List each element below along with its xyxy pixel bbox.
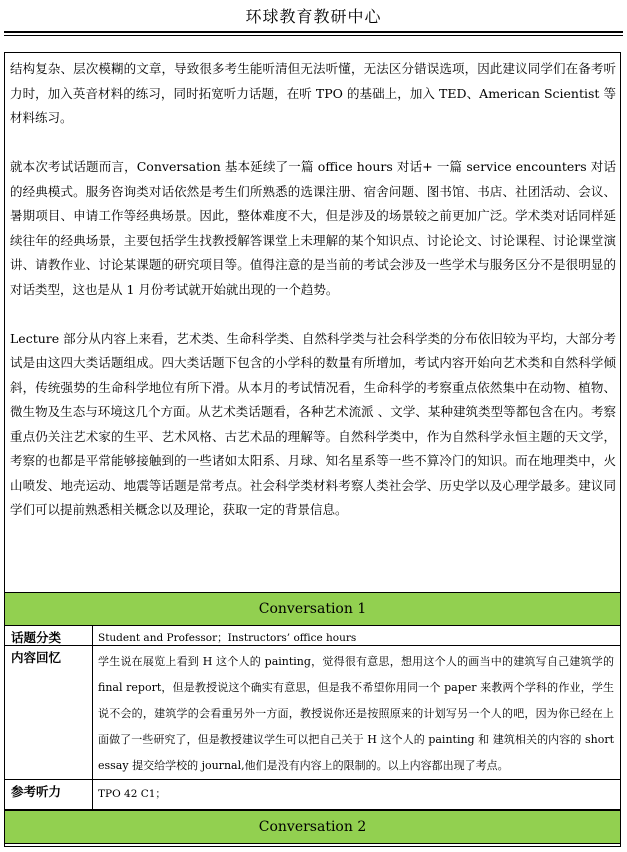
- topic-label: 话题分类: [5, 626, 93, 645]
- recall-value: 学生说在展览上看到 H 这个人的 painting，觉得很有意思，想用这个人的画当中的建筑写自己建筑学的 final report，但是教授说这个确实有意思，但是我不希望你用同一个 paper 来教两个学科的作业，学生说不会的，建筑学的会看重另外一方面，教授说你还是按照原来的计划写另一个人的吧，因为你已经在上面做了一些研究了，但是教授建议学生可以把自己关于 H 这个人的 painting 和 建筑相关的内容的 short essay 提交给学校的 journal,他们是没有内容上的限制的。以上内容都出现了考点。: [98, 655, 614, 772]
- intro-paragraph-3: Lecture 部分从内容上来看，艺术类、生命科学类、自然科学类与社会科学类的分布依旧较为平均，大部分考试是由这四大类话题组成。四大类话题下包含的小学科的数量有所增加，考试内容开始向艺术类和自然科学倾斜，传统强势的生命科学地位有所下滑。从本月的考试情况看，生命科学的考察重点依然集中在动物、植物、微生物及生态与环境这几个方面。从艺术类话题看，各种艺术流派 、文学、某种建筑类型等都包含在内。考察重点仍关注艺术家的生平、艺术风格、古艺术品的理解等。自然科学类中，作为自然科学永恒主题的天文学，考察的也都是平常能够接触到的一些诸如太阳系、月球、知名星系等一些不算冷门的知识。而在地理类中，火山喷发、地壳运动、地震等话题是常考点。社会科学类材料考察人类社会学、历史学以及心理学最多。建议同学们可以提前熟悉相关概念以及理论，获取一定的背景信息。: [10, 330, 616, 517]
- reference-label: 参考听力: [5, 780, 93, 809]
- reference-value: TPO 42 C1；: [98, 788, 166, 800]
- recall-label: 内容回忆: [5, 646, 93, 779]
- conversation-1-title: Conversation 1: [258, 601, 367, 617]
- recall-row: [5, 646, 620, 780]
- header-rule: [4, 31, 623, 33]
- topic-value: Student and Professor；Instructors’ office hours: [98, 632, 357, 644]
- intro-paragraph-1: 结构复杂、层次模糊的文章，导致很多考生能听清但无法听懂，无法区分错误选项，因此建议同学们在备考听力时，加入英音材料的练习，同时拓宽听力话题，在听 TPO 的基础上，加入 TED、American Scientist 等材料练习。: [10, 61, 616, 125]
- conversation-1-heading: [5, 592, 620, 626]
- conversation-2-heading: [5, 810, 620, 844]
- page-header: [0, 0, 627, 34]
- reference-row: [5, 780, 620, 810]
- header-title: 环球教育教研中心: [245, 7, 382, 26]
- header-rule-secondary: [4, 35, 623, 36]
- intro-text: [10, 57, 616, 523]
- topic-row: [5, 626, 620, 646]
- conversation-2-title: Conversation 2: [258, 819, 367, 835]
- intro-paragraph-2: 就本次考试话题而言，Conversation 基本延续了一篇 office hours 对话+ 一篇 service encounters 对话的经典模式。服务咨询类对话依然是考生们所熟悉的选课注册、宿舍问题、图书馆、书店、社团活动、会议、暑期项目、申请工作等经典场景。因此，整体难度不大，但是涉及的场景较之前更加广泛。学术类对话同样延续往年的经典场景，主要包括学生找教授解答课堂上未理解的某个知识点、讨论论文、讨论课程、讨论课堂演讲、请教作业、讨论某课题的研究项目等。值得注意的是当前的考试会涉及一些学术与服务区分不是很明显的对话类型，这也是从 1 月份考试就开始就出现的一个趋势。: [10, 159, 616, 297]
